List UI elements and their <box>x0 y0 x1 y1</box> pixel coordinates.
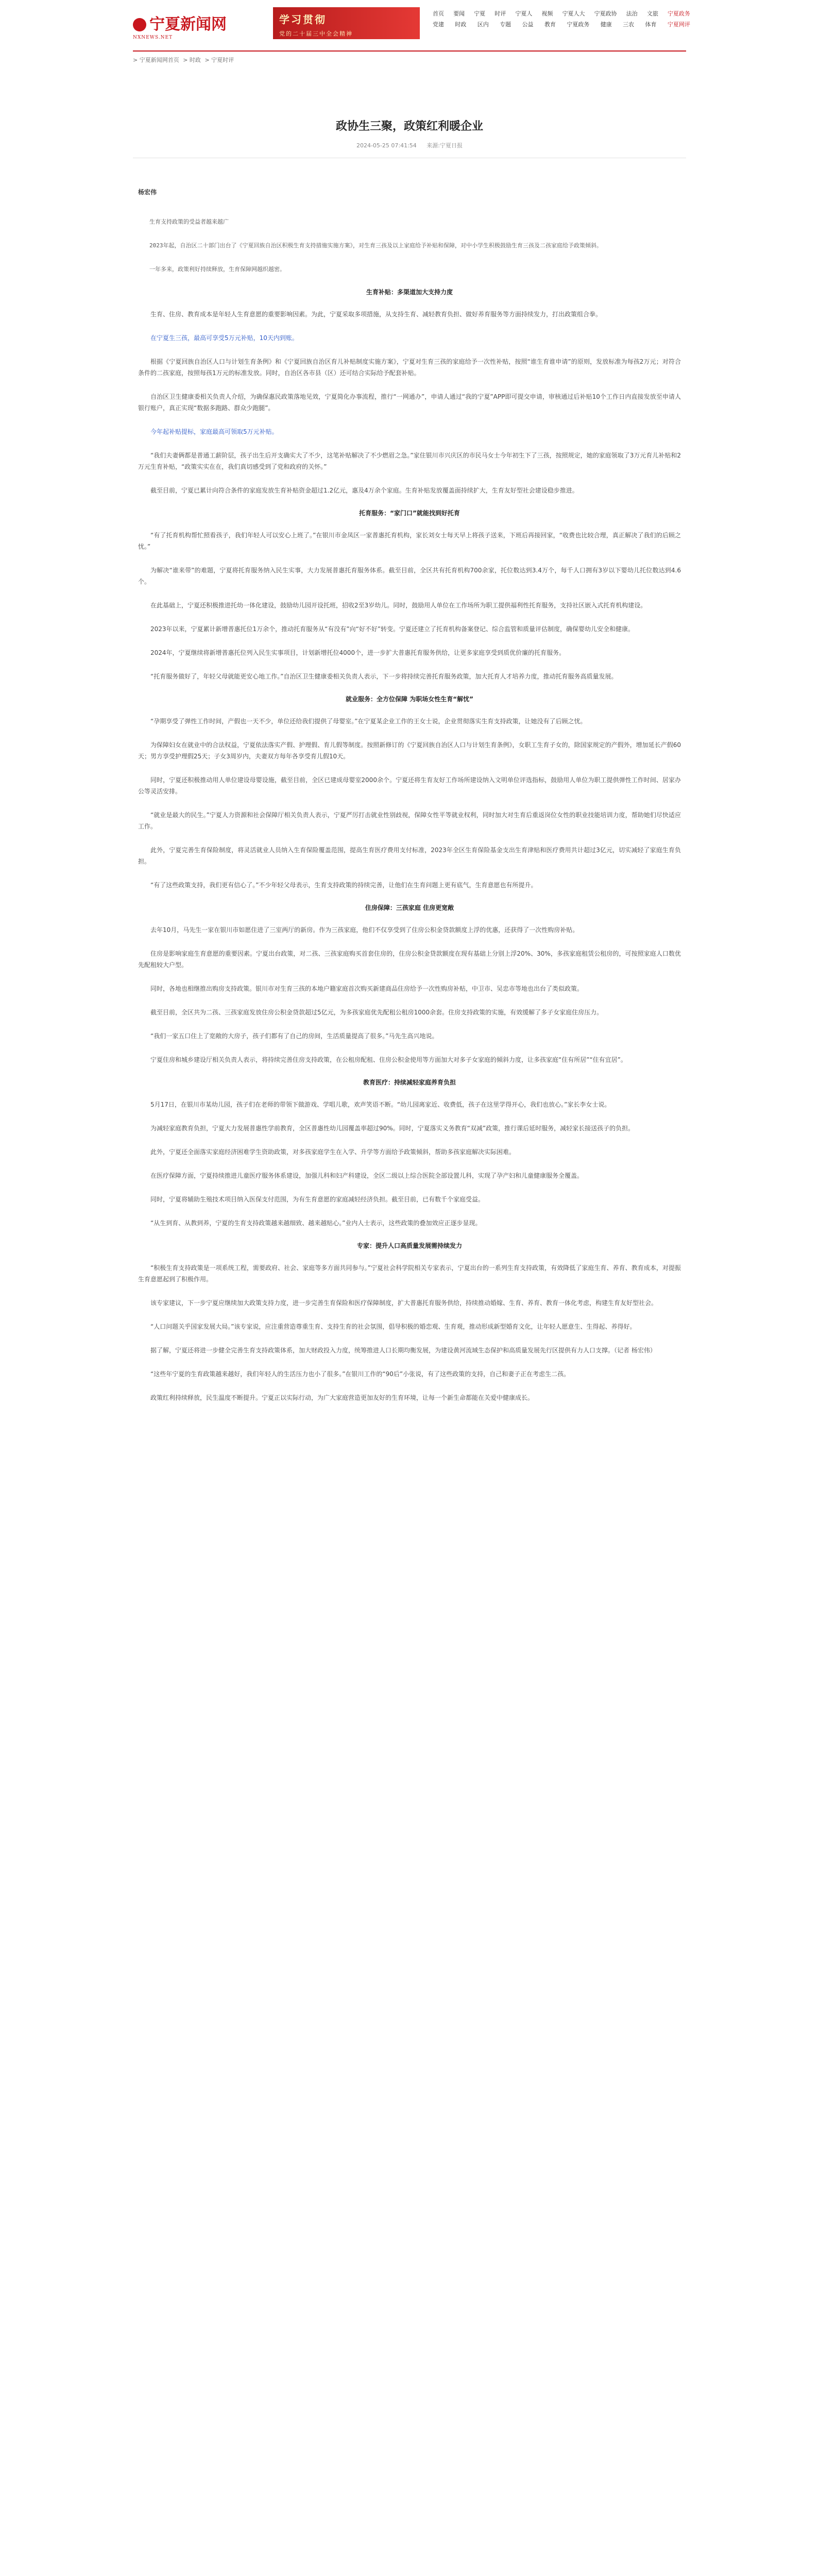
intro-paragraph: 2023年起，自治区二十部门出台了《宁夏回族自治区积极生育支持措施实施方案》，对生育三孩及以上家庭给予补贴和保障，对中小学生积极鼓励生育三孩及二孩家庭给予政策倾斜。 <box>149 242 602 249</box>
section-heading: 教育医疗：持续减轻家庭养育负担 <box>363 1079 456 1086</box>
article-paragraph: “人口问题关乎国家发展大局。”该专家说，应注重营造尊重生育、支持生育的社会氛围，倡导积极的婚恋观、生育观，推动形成新型婚育文化，让年轻人愿意生、生得起、养得好。 <box>150 1323 636 1330</box>
article-paragraph: “这些年宁夏的生育政策越来越好，我们年轻人的生活压力也小了很多。”在银川工作的“90后”小张说，有了这些政策的支持，自己和妻子正在考虑生二孩。 <box>150 1370 570 1378</box>
article-paragraph: 生育、住房、教育成本是年轻人生育意愿的重要影响因素。为此，宁夏采取多项措施，从支持生育、减轻教育负担、做好养育服务等方面持续发力，打出政策组合拳。 <box>150 311 602 318</box>
nav-item[interactable]: 法治 <box>626 10 638 17</box>
nav-item[interactable]: 健康 <box>600 21 612 28</box>
nav-item[interactable]: 时政 <box>455 21 467 28</box>
article-paragraph: 为减轻家庭教育负担，宁夏大力发展普惠性学前教育，全区普惠性幼儿园覆盖率超过90%。同时，宁夏落实义务教育“双减”政策，推行课后延时服务，减轻家长接送孩子的负担。 <box>150 1125 635 1132</box>
breadcrumb <box>133 56 236 64</box>
main-nav <box>433 9 690 31</box>
nav-item[interactable]: 体育 <box>645 21 657 28</box>
nav-item[interactable]: 要闻 <box>453 10 465 17</box>
article-paragraph: 此外，宁夏完善生育保险制度，将灵活就业人员纳入生育保险覆盖范围，提高生育医疗费用支付标准，2023年全区生育保险基金支出生育津贴和医疗费用共计超过3亿元，切实减轻了家庭生育负担。 <box>138 846 681 865</box>
article-title: 政协生三聚，政策红利暖企业 <box>335 120 483 133</box>
article-body <box>138 187 681 1416</box>
article-paragraph: 在医疗保障方面，宁夏持续推进儿童医疗服务体系建设，加强儿科和妇产科建设，全区二级以上综合医院全部设置儿科，实现了孕产妇和儿童健康服务全覆盖。 <box>150 1172 584 1179</box>
nav-item[interactable]: 宁夏网评 <box>667 21 690 28</box>
article-paragraph: 住房是影响家庭生育意愿的重要因素。宁夏出台政策，对二孩、三孩家庭购买首套住房的，住房公积金贷款额度在现有基础上分别上浮20%、30%，多孩家庭租赁公租房的，可按照家庭人口数优先配租较大户型。 <box>138 950 681 969</box>
article-paragraph: 为保障妇女在就业中的合法权益，宁夏依法落实产假、护理假、育儿假等制度。按照新修订的《宁夏回族自治区人口与计划生育条例》，女职工生育子女的，除国家规定的产假外，增加延长产假60天；男方享受护理假25天；子女3周岁内，夫妻双方每年各享受育儿假10天。 <box>138 741 681 760</box>
logo-text: 宁夏新闻网 <box>149 15 227 33</box>
article-paragraph: 截至目前，宁夏已累计向符合条件的家庭发放生育补贴资金超过1.2亿元，惠及4万余个家庭。生育补贴发放覆盖面持续扩大，生育友好型社会建设稳步推进。 <box>150 487 578 494</box>
breadcrumb-item[interactable]: > 宁夏新闻网首页 <box>133 57 179 63</box>
section-heading: 住房保障：三孩家庭 住房更宽敞 <box>365 904 454 911</box>
article-paragraph: 在此基础上，宁夏还积极推进托幼一体化建设，鼓励幼儿园开设托班，招收2至3岁幼儿。同时，鼓励用人单位在工作场所为职工提供福利性托育服务，支持社区嵌入式托育机构建设。 <box>150 602 647 609</box>
nav-item[interactable]: 宁夏政协 <box>594 10 617 17</box>
article-meta <box>0 141 819 149</box>
nav-item[interactable]: 党建 <box>433 21 444 28</box>
site-header <box>0 0 819 49</box>
nav-item[interactable]: 宁夏政务 <box>667 10 690 17</box>
article-paragraph: 2024年，宁夏继续将新增普惠托位列入民生实事项目，计划新增托位4000个，进一步扩大普惠托育服务供给，让更多家庭享受到质优价廉的托育服务。 <box>150 649 566 656</box>
banner-title: 学习贯彻 <box>279 13 327 26</box>
article-paragraph: “孕期享受了弹性工作时间，产假也一天不少，单位还给我们提供了母婴室。”在宁夏某企业工作的王女士说，企业贯彻落实生育支持政策，让她没有了后顾之忧。 <box>150 718 587 725</box>
article-paragraph: 同时，宁夏将辅助生殖技术项目纳入医保支付范围，为有生育意愿的家庭减轻经济负担。截至目前，已有数千个家庭受益。 <box>150 1196 485 1203</box>
section-heading: 就业服务：全方位保障 为职场女性生育“解忧” <box>346 696 473 703</box>
nav-row-2 <box>433 20 690 28</box>
article-paragraph: 同时，各地也相继推出购房支持政策。银川市对生育三孩的本地户籍家庭首次购买新建商品住房给予一次性购房补贴，中卫市、吴忠市等地也出台了类似政策。 <box>150 985 584 992</box>
breadcrumb-item[interactable]: > 宁夏时评 <box>204 57 234 63</box>
nav-item[interactable]: 时评 <box>494 10 506 17</box>
breadcrumb-item[interactable]: > 时政 <box>183 57 201 63</box>
section-heading: 生育补贴：多渠道加大支持力度 <box>366 289 453 296</box>
nav-item[interactable]: 公益 <box>522 21 534 28</box>
article-paragraph: 根据《宁夏回族自治区人口与计划生育条例》和《宁夏回族自治区育儿补贴制度实施方案》，宁夏对生育三孩的家庭给予一次性补贴，按照“谁生育谁申请”的原则，发放标准为每孩2万元；对符合条件的二孩家庭，按照每孩1万元的标准发放。同时，自治区各市县（区）还可结合实际给予配套补贴。 <box>138 358 681 377</box>
article-author: 杨宏伟 <box>138 189 157 196</box>
section-heading: 托育服务：“家门口”就能找到好托育 <box>359 510 460 517</box>
article-paragraph: “我们一家五口住上了宽敞的大房子，孩子们都有了自己的房间，生活质量提高了很多。”马先生高兴地说。 <box>150 1032 438 1040</box>
article-paragraph: 政策红利持续释放，民生温度不断提升。宁夏正以实际行动，为广大家庭营造更加友好的生育环境，让每一个新生命都能在关爱中健康成长。 <box>150 1394 534 1401</box>
article-paragraph: “就业是最大的民生。”宁夏人力资源和社会保障厅相关负责人表示，宁夏严厉打击就业性别歧视，保障女性平等就业权利，同时加大对生育后重返岗位女性的职业技能培训力度，帮助她们尽快适应工作。 <box>138 811 681 830</box>
nav-item[interactable]: 宁夏人 <box>515 10 533 17</box>
nav-item[interactable]: 三农 <box>623 21 635 28</box>
article-paragraph: 宁夏住房和城乡建设厅相关负责人表示，将持续完善住房支持政策，在公租房配租、住房公积金使用等方面加大对多子女家庭的倾斜力度，让多孩家庭“住有所居”“住有宜居”。 <box>150 1056 627 1063</box>
header-divider <box>133 50 686 52</box>
nav-item[interactable]: 区内 <box>477 21 489 28</box>
article-paragraph: 5月17日，在银川市某幼儿园，孩子们在老师的带领下做游戏、学唱儿歌，欢声笑语不断。“幼儿园离家近、收费低，孩子在这里学得开心，我们也放心。”家长李女士说。 <box>150 1101 611 1108</box>
article-paragraph: 去年10月，马先生一家在银川市如愿住进了三室两厅的新房。作为三孩家庭，他们不仅享受到了住房公积金贷款额度上浮的优惠，还获得了一次性购房补贴。 <box>150 926 579 934</box>
promo-banner[interactable] <box>273 7 420 39</box>
intro-paragraph: 生育支持政策的受益者越来越广 <box>149 218 229 225</box>
article-paragraph: 该专家建议，下一步宁夏应继续加大政策支持力度，进一步完善生育保险和医疗保障制度，扩大普惠托育服务供给，持续推动婚嫁、生育、养育、教育一体化考虑，构建生育友好型社会。 <box>150 1299 658 1307</box>
site-logo[interactable] <box>133 11 227 40</box>
article-paragraph: 在宁夏生三孩，最高可享受5万元补贴，10天内到账。 <box>150 334 298 342</box>
article-paragraph: 自治区卫生健康委相关负责人介绍，为确保惠民政策落地见效，宁夏简化办事流程，推行“一网通办”，申请人通过“我的宁夏”APP即可提交申请，审核通过后补贴10个工作日内直接发放至申请人银行账户，真正实现“数据多跑路、群众少跑腿”。 <box>138 393 681 412</box>
nav-item[interactable]: 宁夏 <box>474 10 486 17</box>
article-paragraph: 同时，宁夏还积极推动用人单位建设母婴设施，截至目前，全区已建成母婴室2000余个。宁夏还将生育友好工作场所建设纳入文明单位评选指标，鼓励用人单位为职工提供弹性工作时间、居家办公等灵活安排。 <box>138 776 681 795</box>
article-paragraph: 据了解，宁夏还将进一步健全完善生育支持政策体系，加大财政投入力度，统筹推进人口长期均衡发展，为建设黄河流域生态保护和高质量发展先行区提供有力人口支撑。（记者 杨宏伟） <box>150 1347 656 1354</box>
article-paragraph: 截至目前，全区共为二孩、三孩家庭发放住房公积金贷款超过5亿元，为多孩家庭优先配租公租房1000余套。住房支持政策的实施，有效缓解了多子女家庭住房压力。 <box>150 1009 603 1016</box>
nav-item[interactable]: 专题 <box>500 21 511 28</box>
nav-item[interactable]: 视频 <box>541 10 553 17</box>
article-paragraph: “托育服务做好了，年轻父母就能更安心地工作。”自治区卫生健康委相关负责人表示，下一步将持续完善托育服务政策，加大托育人才培养力度，推动托育服务高质量发展。 <box>150 673 618 680</box>
section-heading: 专家：提升人口高质量发展需持续发力 <box>356 1242 462 1249</box>
article-paragraph: 为解决“谁来带”的难题，宁夏将托育服务纳入民生实事，大力发展普惠托育服务体系。截至目前，全区共有托育机构700余家，托位数达到3.4万个，每千人口拥有3岁以下婴幼儿托位数达到4.6个。 <box>138 567 681 585</box>
article-paragraph: “积极生育支持政策是一项系统工程，需要政府、社会、家庭等多方面共同参与。”宁夏社会科学院相关专家表示，宁夏出台的一系列生育支持政策，有效降低了家庭生育、养育、教育成本，对提振生育意愿起到了积极作用。 <box>138 1264 681 1283</box>
nav-row-1 <box>433 9 690 18</box>
article-paragraph: “有了托育机构帮忙照看孩子，我们年轻人可以安心上班了。”在银川市金凤区一家普惠托育机构，家长刘女士每天早上将孩子送来，下班后再接回家，“收费也比较合理，真正解决了我们的后顾之忧。” <box>138 532 681 550</box>
nav-item[interactable]: 教育 <box>544 21 556 28</box>
article-paragraph: “有了这些政策支持，我们更有信心了。”不少年轻父母表示，生育支持政策的持续完善，让他们在生育问题上更有底气，生育意愿也有所提升。 <box>150 882 537 889</box>
nav-item[interactable]: 宁夏政务 <box>567 21 590 28</box>
article-paragraph: “我们夫妻俩都是普通工薪阶层，孩子出生后开支确实大了不少，这笔补贴解决了不少燃眉之急。”家住银川市兴庆区的市民马女士今年初生下了三孩，按照规定，她的家庭领取了3万元育儿补贴和2万元生育补贴，“政策实实在在，我们真切感受到了党和政府的关怀。” <box>138 452 681 470</box>
intro-paragraph: 一年多来，政策利好持续释放，生育保障网越织越密。 <box>149 266 285 273</box>
nav-item[interactable]: 宁夏人大 <box>562 10 585 17</box>
article-paragraph: 今年起补贴提标，家庭最高可领取5万元补贴。 <box>150 428 278 435</box>
article-paragraph: 2023年以来，宁夏累计新增普惠托位1万余个，推动托育服务从“有没有”向“好不好”转变。宁夏还建立了托育机构备案登记、综合监管和质量评估制度，确保婴幼儿安全和健康。 <box>150 625 635 633</box>
article-source: 来源:宁夏日报 <box>426 142 463 149</box>
article-paragraph: 此外，宁夏还全面落实家庭经济困难学生资助政策，对多孩家庭学生在入学、升学等方面给予政策倾斜，帮助多孩家庭解决实际困难。 <box>150 1148 516 1156</box>
logo-mark-icon <box>133 18 146 31</box>
article-date: 2024-05-25 07:41:54 <box>356 142 417 149</box>
nav-item[interactable]: 首页 <box>433 10 444 17</box>
article-paragraph: “从生到育、从教到养，宁夏的生育支持政策越来越细致、越来越贴心。”业内人士表示，这些政策的叠加效应正逐步显现。 <box>150 1219 482 1227</box>
nav-item[interactable]: 文旅 <box>646 10 658 17</box>
banner-subtitle: 党的二十届三中全会精神 <box>279 30 353 37</box>
logo-subtitle: NXNEWS.NET <box>133 35 173 40</box>
